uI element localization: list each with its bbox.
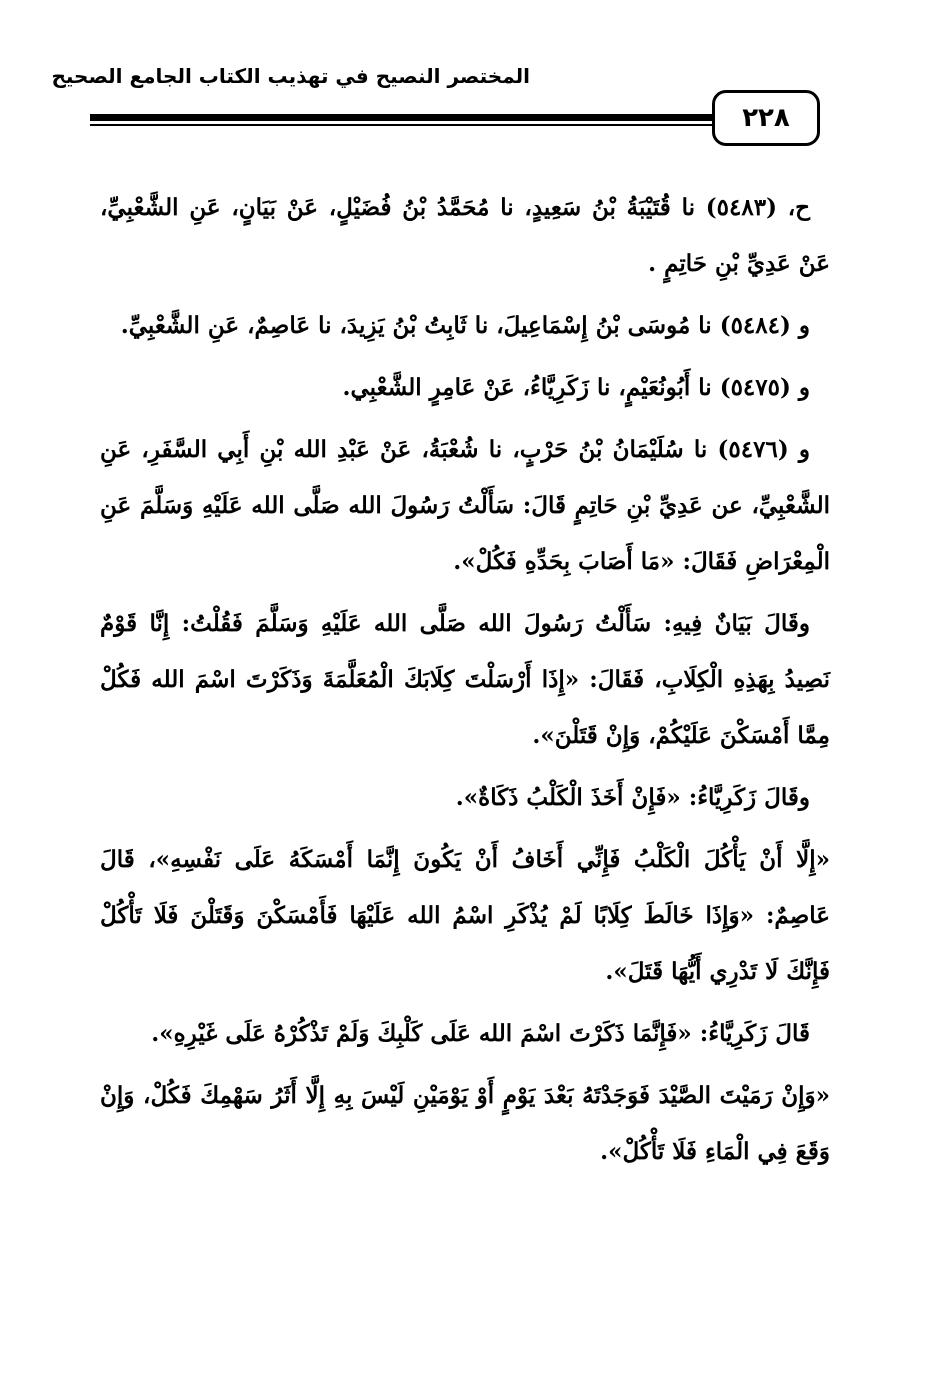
paragraph-5483: ح، (٥٤٨٣) نا قُتَيْبَةُ بْنُ سَعِيدٍ، نا مُحَمَّدُ بْنُ فُضَيْلٍ، عَنْ بَيَانٍ، عَنِ الشَّعْبِيِّ، عَنْ عَدِيِّ بْنِ حَاتِمٍ . [100,194,830,277]
paragraph-5484: و (٥٤٨٤) نا مُوسَى بْنُ إِسْمَاعِيلَ، نا ثَابِتُ بْنُ يَزِيدَ، نا عَاصِمٌ، عَنِ الشَّعْبِيِّ. [120,312,810,339]
running-title: المختصر النصيح في تهذيب الكتاب الجامع الصحيح [51,64,530,88]
header-rule-thin [90,124,712,126]
header-rule-thick [90,114,712,121]
paragraph-5476: و (٥٤٧٦) نا سُلَيْمَانُ بْنُ حَرْبٍ، نا شُعْبَةُ، عَنْ عَبْدِ الله بْنِ أَبِي السَّفَرِ، عَنِ الشَّعْبِيِّ، عن عَدِيِّ بْنِ حَاتِمٍ قَالَ: سَأَلْتُ رَسُولَ الله صَلَّى الله عَلَيْهِ وَسَلَّمَ عَنِ الْمِعْرَاضِ فَقَالَ: «مَا أَصَابَ بِحَدِّهِ فَكُلْ». [100,436,830,575]
paragraph-asim: «إِلَّا أَنْ يَأْكُلَ الْكَلْبُ فَإِنِّي أَخَافُ أَنْ يَكُونَ إِنَّمَا أَمْسَكَهُ عَلَى نَفْسِهِ»، قَالَ عَاصِمٌ: «وَإِذَا خَالَطَ كِلَابًا لَمْ يُذْكَرِ اسْمُ الله عَلَيْهَا فَأَمْسَكْنَ وَقَتَلْنَ فَلَا تَأْكُلْ فَإِنَّكَ لَا تَدْرِي أَيُّهَا قَتَلَ». [100,846,830,985]
paragraph-ramy: «وَإِنْ رَمَيْتَ الصَّيْدَ فَوَجَدْتَهُ بَعْدَ يَوْمٍ أَوْ يَوْمَيْنِ لَيْسَ بِهِ إِلَّا أَثَرُ سَهْمِكَ فَكُلْ، وَإِنْ وَقَعَ فِي الْمَاءِ فَلَا تَأْكُلْ». [100,1082,830,1165]
paragraph-bayan: وقَالَ بَيَانٌ فِيهِ: سَأَلْتُ رَسُولَ الله صَلَّى الله عَلَيْهِ وَسَلَّمَ فَقُلْتُ: إِنَّا قَوْمٌ نَصِيدُ بِهَذِهِ الْكِلَابِ، فَقَالَ: «إِذَا أَرْسَلْتَ كِلَابَكَ الْمُعَلَّمَةَ وَذَكَرْتَ اسْمَ الله فَكُلْ مِمَّا أَمْسَكْنَ عَلَيْكُمْ، وَإِنْ قَتَلْنَ». [100,610,830,749]
paragraph-zakariya-2: قَالَ زَكَرِيَّاءُ: «فَإِنَّمَا ذَكَرْتَ اسْمَ الله عَلَى كَلْبِكَ وَلَمْ تَذْكُرْهُ عَلَى غَيْرِهِ». [151,1020,810,1047]
text-body [100,180,830,1186]
paragraph-5475: و (٥٤٧٥) نا أَبُونُعَيْمٍ، نا زَكَرِيَّاءُ، عَنْ عَامِرٍ الشَّعْبِي. [342,374,810,401]
page-header [51,58,830,158]
page-number: ٢٢٨ [712,90,820,146]
paragraph-zakariya-1: وقَالَ زَكَرِيَّاءُ: «فَإِنْ أَخَذَ الْكَلْبُ ذَكَاةٌ». [455,784,810,811]
